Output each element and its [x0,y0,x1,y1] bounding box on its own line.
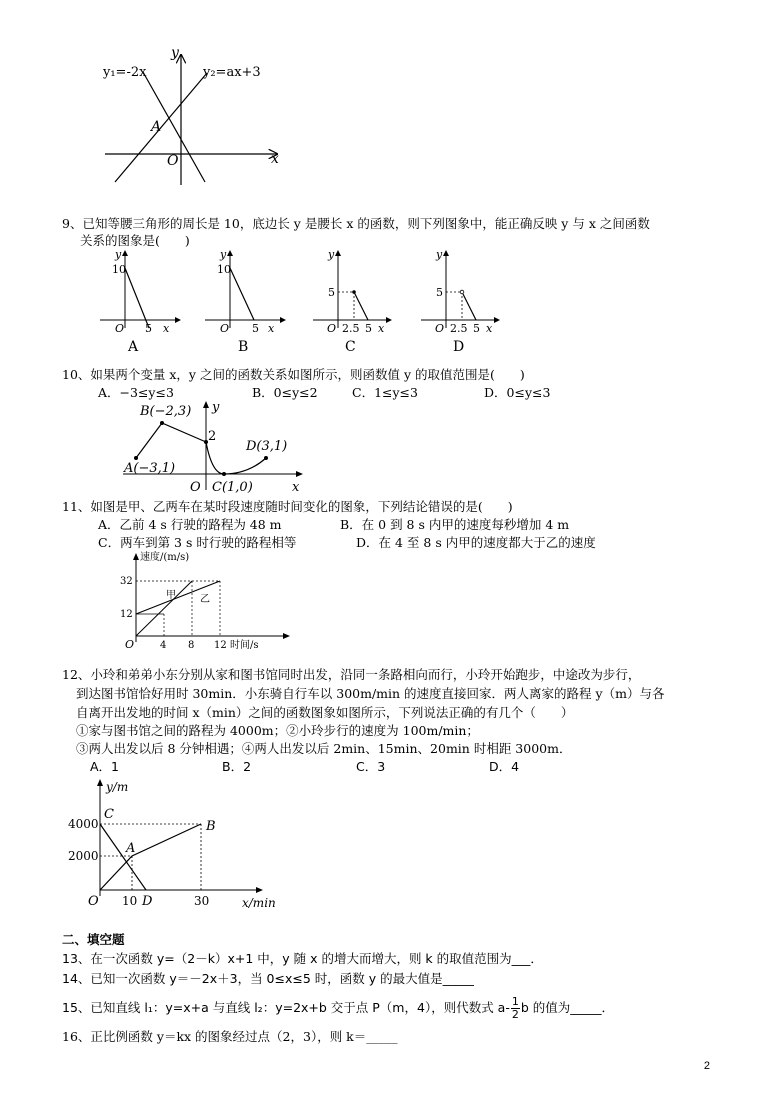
q12-line5: ③两人出发以后 8 分钟相遇；④两人出发以后 2min、15min、20min 时相距 3000m． [76,741,572,756]
page-number: 2 [703,1060,710,1072]
q14: 14、已知一次函数 y＝－2x＋3，当 0≤x≤5 时，函数 y 的最大值是_____ [62,971,474,986]
svg-text:x: x [268,322,275,335]
svg-text:y: y [328,248,335,261]
q10-option-d: D．0≤y≤3 [484,385,551,400]
q9-graph-c-letter: C [345,339,356,355]
q15-numerator: 1 [511,995,519,1008]
svg-text:4: 4 [160,640,167,651]
svg-text:D(3,1): D(3,1) [246,439,288,454]
svg-text:x: x [486,322,493,335]
svg-text:D: D [142,894,153,909]
q10-stem: 10、如果两个变量 x，y 之间的函数关系如图所示，则函数值 y 的取值范围是( ) [62,367,525,382]
svg-text:甲: 甲 [166,590,176,601]
q9-graph-d-letter: D [453,339,465,355]
q13: 13、在一次函数 y=（2－k）x+1 中，y 随 x 的增大而增大，则 k 的取值范围为___． [62,951,543,966]
svg-text:y: y [436,248,443,261]
svg-text:12: 12 [120,609,133,620]
svg-text:y: y [220,248,227,261]
svg-text:4000: 4000 [68,817,99,831]
q10-option-b: B．0≤y≤2 [252,385,318,400]
svg-text:2000: 2000 [68,849,99,863]
q9-graph-d [416,248,506,355]
svg-text:30: 30 [194,894,210,908]
svg-text:O: O [125,638,135,651]
q15-text-end: b 的值为_____． [520,1000,615,1015]
svg-text:C(1,0): C(1,0) [212,480,253,495]
svg-text:10: 10 [217,263,231,276]
q12-line2: 到达图书馆恰好用时 30min．小东骑自行车以 300m/min 的速度直接回家．两人离家的路程 y（m）与各 [76,686,665,701]
svg-text:5: 5 [473,322,480,335]
svg-text:A(−3,1): A(−3,1) [124,461,176,476]
q9-graph-b [200,248,290,355]
q11-figure [118,550,298,650]
svg-text:C: C [104,807,114,822]
svg-text:O: O [435,322,445,335]
svg-text:速度/(m/s): 速度/(m/s) [140,552,190,563]
svg-text:x: x [378,322,385,335]
q12-option-c: C．3 [356,759,386,774]
q12-option-d: D．4 [489,759,520,774]
q15-text-start: 15、已知直线 l₁：y=x+a 与直线 l₂：y=2x+b 交于点 P（m，4），则代数式 a- [62,1000,510,1015]
svg-text:10: 10 [122,894,138,908]
line1-label: y₁=-2x [103,65,147,80]
q10-option-a: A．−3≤y≤3 [98,385,174,400]
svg-text:B: B [206,819,216,834]
q11-stem: 11、如图是甲、乙两车在某时段速度随时间变化的图象，下列结论错误的是( ) [62,499,513,514]
svg-text:y/m: y/m [106,780,129,794]
q12-line3: 自离开出发地的时间 x（min）之间的函数图象如图所示，下列说法正确的有几个（ ） [76,705,574,720]
q15-denominator: 2 [511,1008,519,1021]
q11-option-c: C．两车到第 3 s 时行驶的路程相等 [98,535,297,550]
svg-text:5: 5 [328,286,335,299]
q10-option-c: C．1≤y≤3 [352,385,418,400]
svg-text:x/min: x/min [242,896,276,910]
q9-stem-line1: 9、已知等腰三角形的周长是 10，底边长 y 是腰长 x 的函数，则下列图象中，能正确反映 y 与 x 之间函数 [62,216,650,231]
q12-option-a: A．1 [90,759,120,774]
q11-option-d: D．在 4 至 8 s 内甲的速度都大于乙的速度 [356,535,596,550]
x-axis-label: x [271,151,279,167]
svg-text:y: y [212,400,220,415]
q11-option-b: B．在 0 到 8 s 内甲的速度每秒增加 4 m [340,517,570,532]
svg-text:2.5: 2.5 [450,322,468,335]
svg-text:x: x [292,480,300,495]
svg-text:x: x [163,322,170,335]
svg-text:乙: 乙 [200,594,210,605]
svg-text:y: y [115,248,122,261]
q9-graph-a-letter: A [128,339,139,355]
q9-graph-a [95,248,185,355]
q9-graph-c [308,248,398,355]
svg-text:O: O [327,322,337,335]
svg-text:5: 5 [436,286,443,299]
svg-text:时间/s: 时间/s [230,640,259,651]
svg-text:A: A [126,841,136,856]
svg-text:10: 10 [112,263,126,276]
q12-line1: 12、小玲和弟弟小东分别从家和图书馆同时出发，沿同一条路相向而行，小玲开始跑步，中途改为步行， [62,667,641,682]
q15-fraction [511,996,520,1021]
q9-stem-line2: 关系的图象是( ) [80,233,190,248]
top-lines-figure [95,45,295,190]
svg-text:32: 32 [120,576,133,587]
svg-text:O: O [220,322,230,335]
q15 [62,996,614,1021]
q12-option-b: B．2 [222,759,252,774]
y-axis-label: y [171,45,179,61]
svg-text:5: 5 [145,322,152,335]
section2-title: 二、填空题 [62,932,125,947]
svg-text:B(−2,3): B(−2,3) [140,404,192,419]
svg-text:2: 2 [208,429,217,444]
svg-text:2.5: 2.5 [342,322,360,335]
line2-label: y₂=ax+3 [203,65,261,80]
point-a-label: A [151,119,162,135]
svg-text:5: 5 [365,322,372,335]
svg-text:O: O [88,894,99,909]
svg-text:5: 5 [252,322,259,335]
q10-figure [118,398,318,498]
q12-line4: ①家与图书馆之间的路程为 4000m；②小玲步行的速度为 100m/min； [76,723,479,738]
svg-text:O: O [190,480,201,495]
svg-text:O: O [115,322,125,335]
origin-label: O [167,153,179,169]
q16: 16、正比例函数 y＝kx 的图象经过点（2，3），则 k＝_____ [62,1029,398,1044]
svg-text:12: 12 [214,640,227,651]
q9-graph-b-letter: B [238,339,249,355]
q11-option-a: A．乙前 4 s 行驶的路程为 48 m [98,517,282,532]
q12-figure [68,778,288,910]
svg-text:8: 8 [188,640,195,651]
